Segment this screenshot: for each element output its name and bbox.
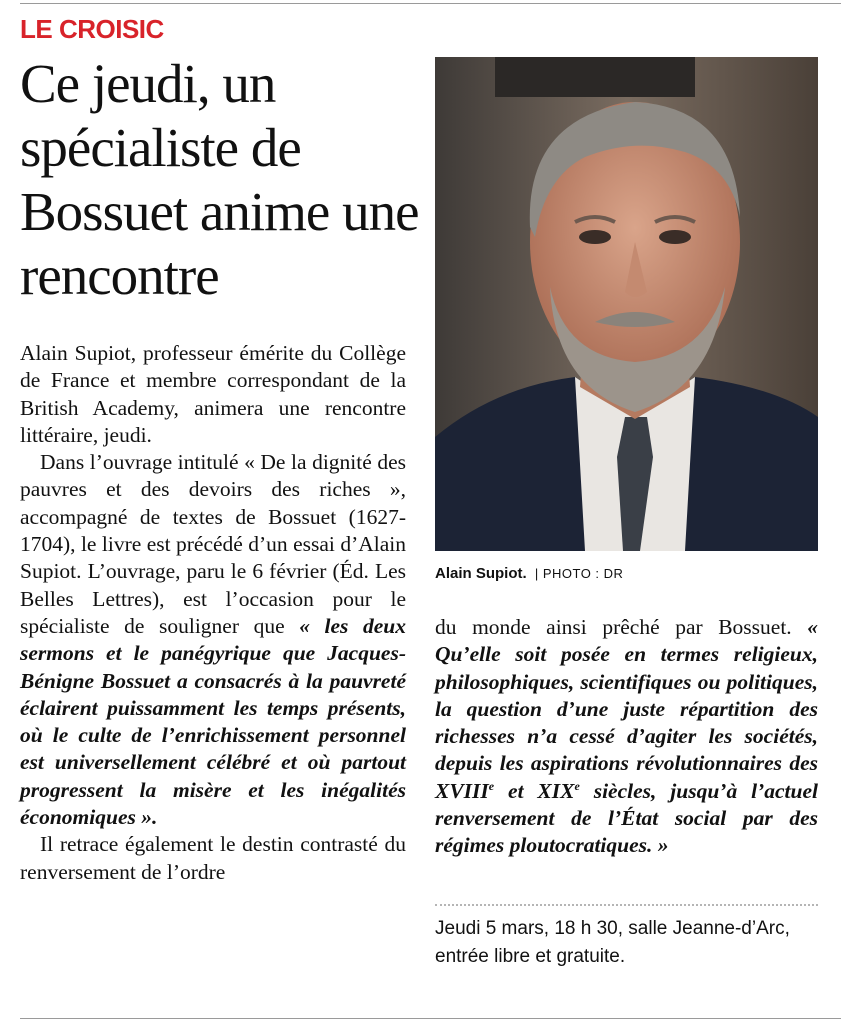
article-headline: Ce jeudi, un spécialiste de Bossuet anime une rencontre [20,53,419,306]
caption-name: Alain Supiot. [435,565,527,582]
portrait-photo [435,57,818,551]
article-column-2 [435,614,818,860]
supiot-quote [435,614,818,860]
bossuet-quote-1: « les deux sermons et le panégyrique que Jacques-Bénigne Bossuet a consacrés à la pauvreté éclairent puissamment les temps présents, où le culte de l’enrichissement personnel est universellement célébré et où partout progressent la misère et les inégalités économiques ». [20,613,407,830]
article-paragraph-1: Alain Supiot, professeur émérite du Collège de France et membre correspondant de la British Academy, animera une rencontre littéraire, jeudi. [20,341,406,447]
paragraph-2-text: Dans l’ouvrage intitulé « De la dignité des pauvres et des devoirs des riches », accompagné de textes de Bossuet (1627-1704), le livre est précédé d’un essai d’Alain Supiot. L’ouvrage, paru le 6 février (Éd. Les Belles Lettres), est l’occasion pour le spécialiste de souligner que [20,450,406,638]
quote-part-c: siècles, jusqu’à l’actuel renversement de l’État social par des régimes ploutocratiques. » [435,778,818,858]
top-rule [20,3,841,4]
quote-part-a: « Qu’elle soit posée en termes religieux, philosophiques, scientifiques ou politiques, la question d’une juste répartition des richesses n’a cessé d’agiter les sociétés, depuis les aspirations révolutionnaires des XVIII [435,615,818,803]
paragraph-3-continuation: du monde ainsi prêché par Bossuet. [435,615,808,639]
portrait-photo-icon [435,57,818,551]
article-column-1 [20,340,406,886]
century-superscript-2: e [574,778,580,793]
bottom-rule [20,1018,841,1019]
dotted-separator [435,904,818,906]
photo-credit: | PHOTO : DR [534,566,624,581]
practical-info: Jeudi 5 mars, 18 h 30, salle Jeanne-d’Arc, entrée libre et gratuite. [435,918,790,967]
photo-caption [435,565,623,582]
section-kicker: LE CROISIC [20,14,164,44]
article-paragraph-2 [20,449,406,831]
century-superscript-1: e [488,778,495,793]
quote-part-b: et XIX [494,778,575,803]
article-paragraph-3-start: Il retrace également le destin contrasté du renversement de l’ordre [20,832,406,884]
